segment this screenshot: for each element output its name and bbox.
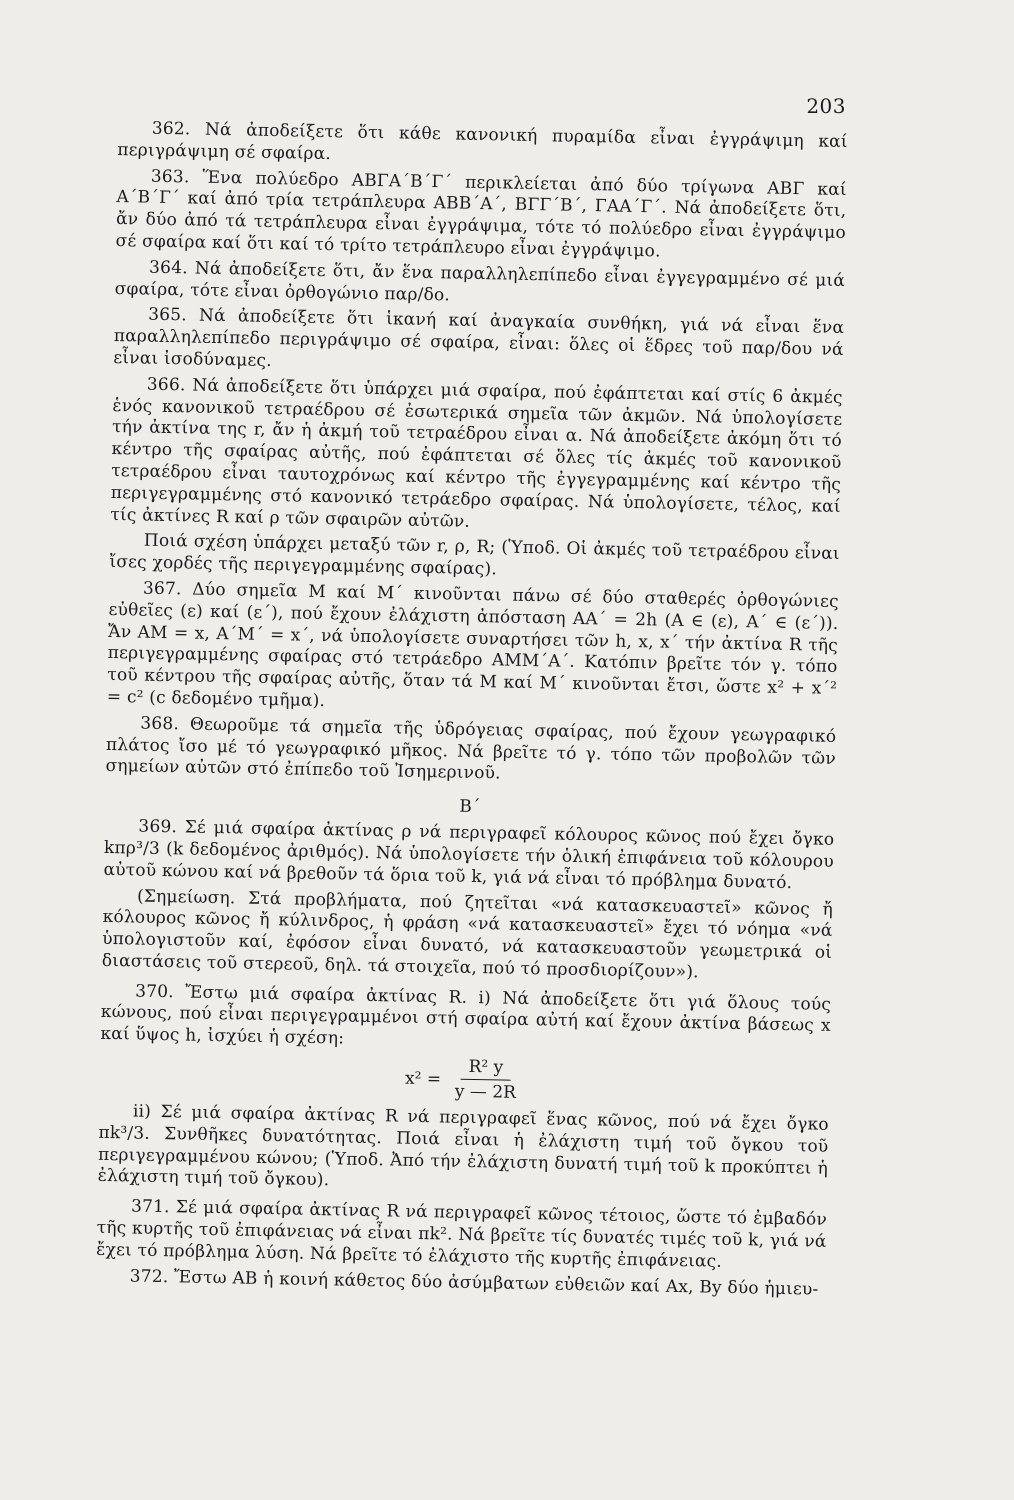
problem-363: 363. Ἕνα πολύεδρο ΑΒΓΑ΄Β΄Γ΄ περικλείεται ἀπό δύο τρίγωνα ΑΒΓ καί Α΄Β΄Γ΄ καί ἀπό τρία τετράπλευρα ΑΒΒ΄Α΄, ΒΓΓ΄Β΄, ΓΑΑ΄Γ΄. Νά ἀποδείξετε ὅτι, ἄν δύο ἀπό τά τετράπλευρα εἶναι ἐγγράψιμα, τότε τό πολύεδρο εἶναι ἐγγράψιμο σέ σφαίρα καί ὅτι καί τό τρίτο τετράπλευρο εἶναι ἐγγράψιμο.: [115, 166, 847, 262]
problem-365: 365. Νά ἀποδείξετε ὅτι ἱκανή καί ἀναγκαία συνθήκη, γιά νά εἶναι ἕνα παραλληλεπίπεδο περιγράψιμο σέ σφαίρα, εἶναι: ὅλες οἱ ἕδρες τοῦ παρ/δου νά εἶναι ἰσοδύναμες.: [113, 304, 845, 371]
problem-367: 367. Δύο σημεῖα Μ καί Μ΄ κινοῦνται πάνω σέ δύο σταθερές ὀρθογώνιες εὐθεῖες (ε) καί (ε΄), πού ἔχουν ἐλάχιστη ἀπόσταση ΑΑ΄ = 2h (Α ∈ (ε), Α΄ ∈ (ε΄)). Ἄν ΑΜ = x, Α΄Μ΄ = x΄, νά ὑπολογίσετε συναρτήσει τῶν h, x, x΄ τήν ἀκτίνα R τῆς περιγεγραμμένης σφαίρας στό τετράεδρο ΑΜΜ΄Α΄. Κατόπιν βρεῖτε τόν γ. τόπο τοῦ κέντρου τῆς σφαίρας αὐτῆς, ὅταν τά Μ καί Μ΄ κινοῦνται ἔτσι, ὥστε x² + x΄² = c² (c δεδομένο τμῆμα).: [106, 578, 840, 712]
problem-368: 368. Θεωροῦμε τά σημεῖα τῆς ὑδρόγειας σφαίρας, πού ἔχουν γεωγραφικό πλάτος ἴσο μέ τό γεωγραφικό μῆκος. Νά βρεῖτε τό γ. τόπο τῶν προβολῶν τῶν σημείων αὐτῶν στό ἐπίπεδο τοῦ Ἰσημερινοῦ.: [105, 713, 837, 784]
problem-list: [96, 118, 848, 1301]
formula-fraction: [447, 1057, 525, 1103]
problem-372: 372. Ἔστω ΑΒ ἡ κοινή κάθετος δύο ἀσύμβατων εὐθειῶν καί Αx, Βy δύο ἡμιευ-: [129, 1266, 819, 1300]
problem-369: 369. Σέ μιά σφαίρα ἀκτίνας ρ νά περιγραφεῖ κόλουρος κῶνος πού ἔχει ὄγκο kπρ³/3 (k δεδομένος ἀριθμός). Νά ὑπολογίσετε τήν ὁλική ἐπιφάνεια τοῦ κόλουρου αὐτοῦ κώνου καί νά βρεθοῦν τά ὅρια τοῦ k, γιά νά εἶναι τό πρόβλημα δυνατό.: [103, 816, 835, 893]
problem-366: 366. Νά ἀποδείξετε ὅτι ὑπάρχει μιά σφαίρα, πού ἐφάπτεται καί στίς 6 ἀκμές ἑνός κανονικοῦ τετραέδρου σέ ἐσωτερικά σημεῖα τῶν ἀκμῶν. Νά ὑπολογίσετε τήν ἀκτίνα της r, ἄν ἡ ἀκμή τοῦ τετραέδρου εἶναι α. Νά ἀποδείξετε ἀκόμη ὅτι τό κέντρο τῆς σφαίρας αὐτῆς, πού ἐφάπτεται σέ ὅλες τίς ἀκμές τοῦ κανονικοῦ τετραέδρου εἶναι ταυτοχρόνως καί κέντρο τῆς ἐγγεγραμμένης καί κέντρο τῆς περιγεγραμμένης στό κανονικό τετράεδρο σφαίρας. Νά ὑπολογίσετε, τέλος, καί τίς ἀκτίνες R καί ρ τῶν σφαιρῶν αὐτῶν.: [110, 374, 843, 532]
problem-364: 364. Νά ἀποδείξετε ὅτι, ἄν ἕνα παραλληλεπίπεδο εἶναι ἐγγεγραμμένο σέ μιά σφαίρα, τότε εἶναι ὀρθογώνιο παρ/δο.: [114, 257, 846, 305]
formula-lhs: x² =: [404, 1068, 442, 1089]
note-paragraph: (Σημείωση. Στά προβλήματα, πού ζητεῖται «νά κατασκευαστεῖ» κῶνος ἤ κόλουρος κῶνος ἤ κύλινδρος, ἡ φράση «νά κατασκευαστεῖ» ἔχει τό νόημα «νά ὑπολογιστοῦν καί, ἐφόσον εἶναι δυνατό, νά κατασκευαστοῦν γεωμετρικά οἱ διαστάσεις τοῦ στερεοῦ, δηλ. τά στοιχεῖα, πού τό προσδιορίζουν»).: [101, 886, 834, 983]
problem-366-question: Ποιά σχέση ὑπάρχει μεταξύ τῶν r, ρ, R; (Ὑποδ. Οἱ ἀκμές τοῦ τετραέδρου εἶναι ἴσες χορδές τῆς περιγεγραμμένης σφαίρας).: [109, 530, 840, 580]
formula-denominator: y — 2R: [454, 1081, 517, 1103]
formula-numerator: R² y: [460, 1057, 511, 1081]
problem-370-part-ii: ii) Σέ μιά σφαίρα ἀκτίνας R νά περιγραφεῖ ἕνας κῶνος, πού νά ἔχει ὄγκο πk³/3. Συνθῆκες δυνατότητας. Ποιά εἶναι ἡ ἐλάχιστη τιμή τοῦ ὄγκου τοῦ περιγεγραμμένου κώνου; (Ὑποδ. Ἀπό τήν ἐλάχιστη δυνατή τιμή τοῦ k προκύπτει ἡ ἐλάχιστη τιμή τοῦ ὄγκου).: [97, 1101, 829, 1191]
problem-362: 362. Νά ἀποδείξετε ὅτι κάθε κανονική πυραμίδα εἶναι ἐγγράψιμη καί περιγράψιμη σέ σφαίρα.: [117, 118, 848, 164]
problem-370: 370. Ἔστω μιά σφαίρα ἀκτίνας R. i) Νά ἀποδείξετε ὅτι γιά ὅλους τούς κώνους, πού εἶναι περιγεγραμμένοι στή σφαίρα αὐτή καί ἔχουν ἀκτίνα βάσεως x καί ὕψος h, ἰσχύει ἡ σχέση:: [100, 981, 832, 1049]
problem-371: 371. Σέ μιά σφαίρα ἀκτίνας R νά περιγραφεῖ κῶνος τέτοιος, ὥστε τό ἐμβαδόν τῆς κυρτῆς τοῦ ἐπιφάνειας νά εἶναι πk². Νά βρεῖτε τίς δυνατές τιμές τοῦ k, γιά νά ἔχει τό πρόβλημα λύση. Νά βρεῖτε τό ἐλάχιστο τῆς κυρτῆς ἐπιφάνειας.: [96, 1196, 828, 1272]
section-marker: Β΄: [459, 796, 481, 818]
page-number: 203: [806, 94, 846, 118]
formula: [99, 1050, 830, 1109]
